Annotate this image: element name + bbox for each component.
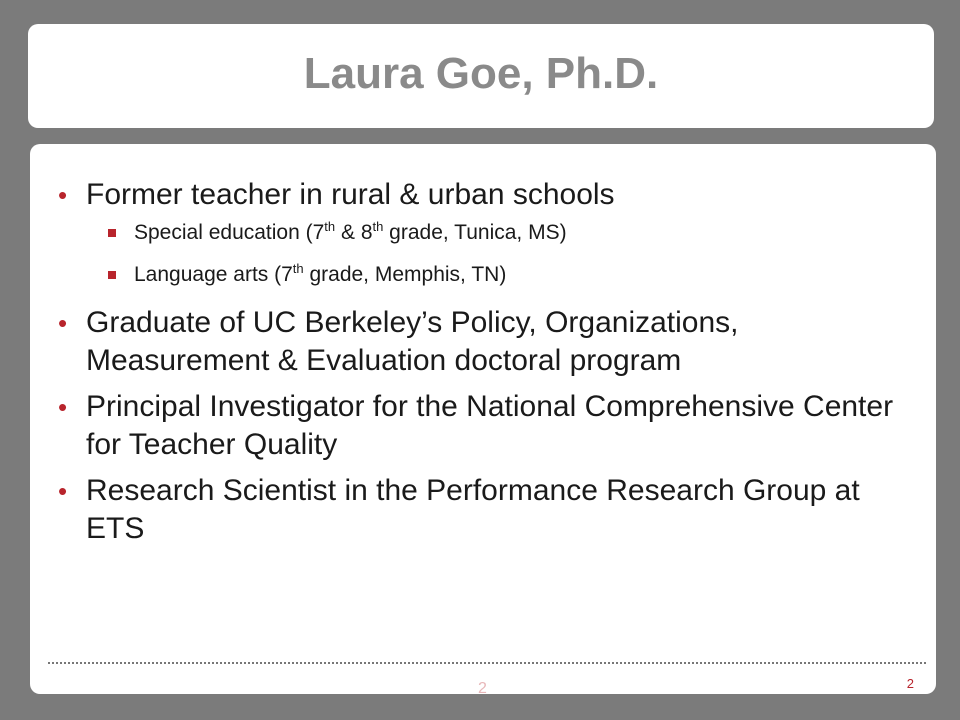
sub-bullet-item <box>108 262 916 288</box>
superscript: th <box>324 219 336 234</box>
bullet-item <box>56 388 916 464</box>
bullet-dot-icon: • <box>58 308 68 338</box>
sub-text-part: grade, Tunica, MS) <box>383 221 567 244</box>
sub-text-part: Special education (7 <box>134 221 325 244</box>
content-box <box>30 144 936 697</box>
superscript: th <box>372 219 384 234</box>
square-bullet-icon <box>108 229 116 237</box>
footer-divider <box>48 662 926 664</box>
square-bullet-icon <box>108 271 116 279</box>
sub-text-part: grade, Memphis, TN) <box>303 263 507 286</box>
bullet-item <box>56 472 916 548</box>
bullet-item <box>56 304 916 380</box>
bullet-dot-icon: • <box>58 392 68 422</box>
slide-number-watermark: 2 <box>478 680 487 697</box>
superscript: th <box>292 261 304 276</box>
bullet-text: Former teacher in rural & urban schools <box>86 178 615 211</box>
sub-bullet-list <box>86 220 916 288</box>
bullet-text: Principal Investigator for the National Comprehensive Center for Teacher Quality <box>86 390 894 461</box>
title-box <box>28 24 934 128</box>
bullet-item <box>56 176 916 288</box>
sub-text-part: & 8 <box>335 221 373 244</box>
bullet-text: Graduate of UC Berkeley’s Policy, Organizations, Measurement & Evaluation doctoral program <box>86 306 739 377</box>
bullet-text: Research Scientist in the Performance Research Group at ETS <box>86 474 860 545</box>
sub-text-part: Language arts (7 <box>134 263 293 286</box>
sub-bullet-item <box>108 220 916 246</box>
bullet-dot-icon: • <box>58 476 68 506</box>
bullet-list <box>56 176 916 556</box>
slide-number: 2 <box>906 676 914 691</box>
slide-title: Laura Goe, Ph.D. <box>303 49 659 98</box>
bullet-dot-icon: • <box>58 180 68 210</box>
